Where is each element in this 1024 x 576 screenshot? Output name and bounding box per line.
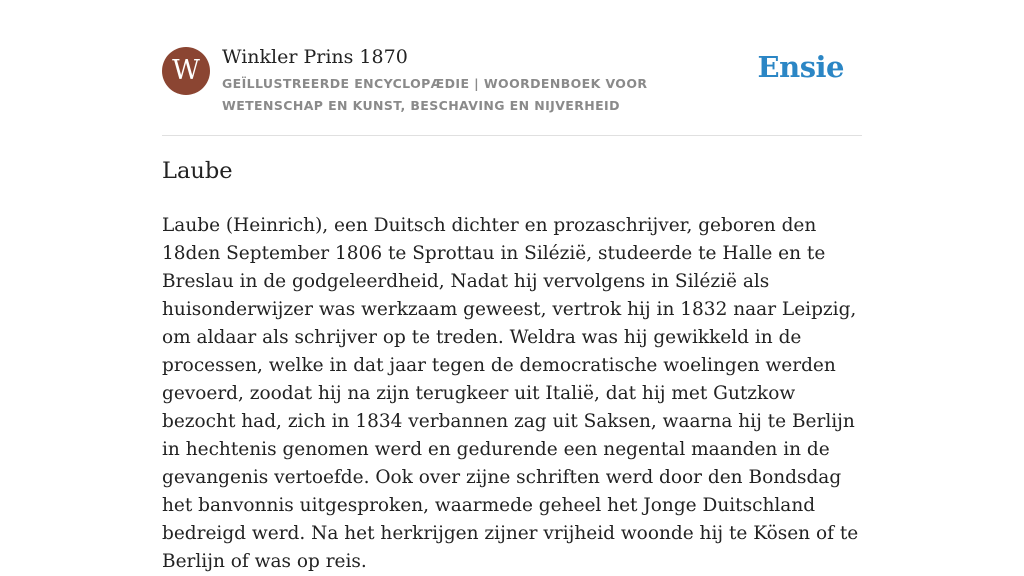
header: [162, 44, 862, 136]
source-title[interactable]: Winkler Prins 1870: [222, 46, 408, 68]
entry-title: Laube: [162, 158, 233, 184]
ensie-logo[interactable]: Ensie: [757, 50, 844, 84]
header-divider: [162, 135, 862, 136]
source-subtitle: GEÏLLUSTREERDE ENCYCLOPÆDIE | WOORDENBOEK VOOR WETENSCHAP EN KUNST, BESCHAVING EN NIJVERHEID: [222, 76, 648, 113]
entry-body: Laube (Heinrich), een Duitsch dichter en prozaschrijver, geboren den 18den September 1806 te Sprottau in Silézië, studeerde te Halle en te Breslau in de godgeleerdheid, Nadat hij vervolgens in Silézië als huisonderwijzer was werkzaam geweest, vertrok hij in 1832 naar Leipzig, om aldaar als schrijver op te treden. Weldra was hij gewikkeld in de processen, welke in dat jaar tegen de democratische woelingen werden gevoerd, zoodat hij na zijn terugkeer uit Italië, dat hij met Gutzkow bezocht had, zich in 1834 verbannen zag uit Saksen, waarna hij te Berlijn in hechtenis genomen werd en gedurende een negental maanden in de gevangenis vertoefde. Ook over zijne schriften werd door den Bondsdag het banvonnis uitgesproken, waarmede geheel het Jonge Duitschland bedreigd werd. Na het herkrijgen zijner vrijheid woonde hij te Kösen of te Berlijn of was op reis.: [162, 215, 859, 572]
source-avatar[interactable]: W: [162, 47, 210, 95]
